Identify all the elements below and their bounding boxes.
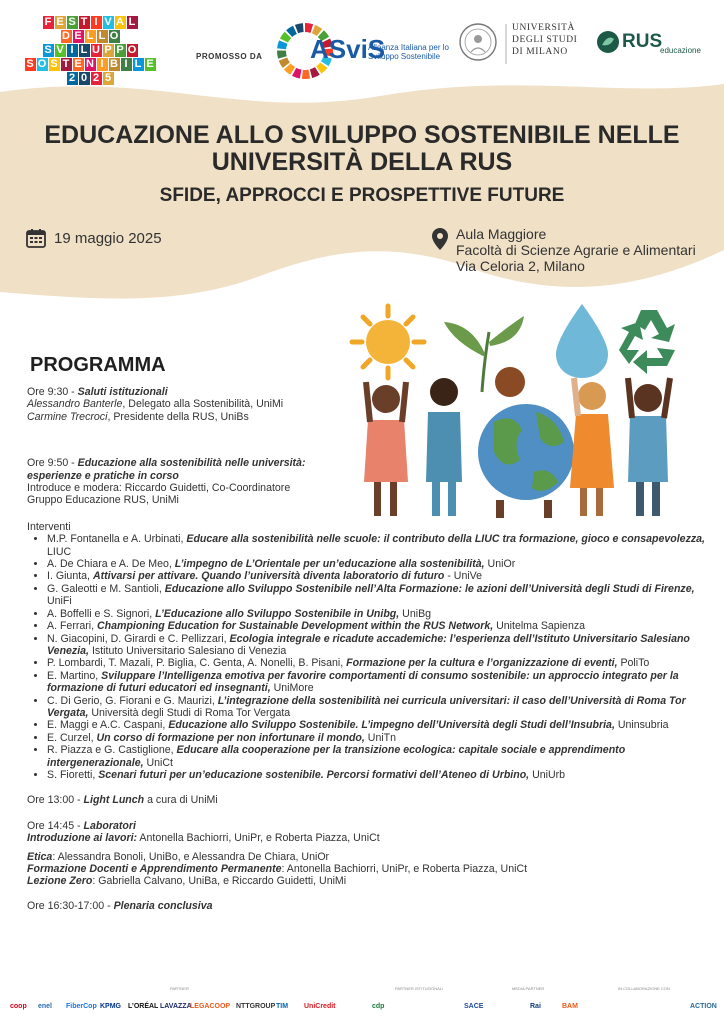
talk-item: • E. Martino, Sviluppare l’Intelligenza emotiva per favorire comportamenti di consumo sostenibile: un approccio integrato per la formazione di futuri educatori ed insegnanti, UniMore (47, 670, 707, 695)
sponsor-logo: ACTION (690, 1003, 717, 1010)
festival-logo-letter: T (79, 16, 90, 29)
festival-logo-row (14, 72, 166, 85)
festival-logo-row (14, 44, 166, 57)
sponsor-logo: NTTGROUP (236, 1003, 276, 1010)
sponsor-logo: TIM (276, 1003, 289, 1010)
festival-logo-letter: 0 (79, 72, 90, 85)
sponsor-logo: cdp (372, 1003, 385, 1010)
festival-logo-letter: F (43, 16, 54, 29)
festival-logo-letter: U (92, 44, 100, 56)
event-date: 19 maggio 2025 (54, 230, 162, 247)
talk-item: • C. Di Gerio, G. Fiorani e G. Maurizi, L’integrazione della sostenibilità nei curricula universitari: il caso dell’Università di Roma Tor Vergata, Università degli Studi di Roma Tor Vergata (47, 695, 707, 720)
institutional-partner-caption: PARTNER ISTITUZIONALI (395, 986, 444, 991)
asvis-ring-segment (305, 23, 313, 33)
festival-logo-letter: N (86, 58, 94, 70)
asvis-ring-segment (302, 70, 310, 79)
festival-logo-letter: A (116, 16, 124, 28)
sponsor-logo: enel (38, 1003, 53, 1010)
asvis-ring-segment (277, 50, 287, 58)
festival-logo-letter: V (104, 16, 112, 28)
festival-logo-letter: E (74, 58, 82, 70)
sponsor-logo: KPMG (100, 1003, 121, 1010)
festival-logo-letter: L (79, 44, 90, 57)
talk-item: • A. De Chiara e A. De Meo, L’impegno de L’Orientale per un’educazione alla sostenibilità, UniOr (47, 558, 707, 570)
festival-logo-letter: E (146, 58, 154, 70)
talks-list (27, 533, 707, 781)
programme-heading: PROGRAMMA (30, 354, 166, 376)
sponsor-logo: UniCredit (304, 1003, 336, 1010)
session-plenary: Ore 16:30-17:00 - Plenaria conclusiva (27, 899, 213, 912)
recycle-icon (619, 310, 675, 374)
festival-logo-letter: L (127, 16, 138, 29)
event-venue: Aula Maggiore Facoltà di Scienze Agrarie e Alimentari Via Celoria 2, Milano (456, 226, 696, 274)
sponsor-logo: SACE (464, 1003, 484, 1010)
media-partner-caption: MEDIA PARTNER (512, 986, 545, 991)
asvis-subtitle: Alleanza Italiana per lo Sviluppo Sostenibile (368, 43, 449, 61)
partner-caption: PARTNER (170, 986, 189, 991)
festival-logo-letter: P (116, 44, 124, 56)
festival-logo-letter: S (50, 58, 58, 70)
rus-leaf-icon (596, 30, 620, 54)
rus-wordmark: RUS (622, 31, 663, 52)
festival-logo-letter: 2 (67, 72, 78, 85)
session-greetings: Ore 9:30 - Saluti istituzionali Alessandro Banterle, Delegato alla Sostenibilità, UniMi Carmine Trecroci, Presidente della RUS, UniBs (27, 386, 284, 423)
interventi-section: Interventi • M.P. Fontanella e A. Urbinati, Educare alla sostenibilità nelle scuole: il contributo della LIUC tra formazione, gioco e consapevolezza, LIUC • A. De Chiara e A. De Meo, L’impegno de L’Orientale per un’educazione alla sostenibilità, UniOr • I. Giunta, Attivarsi per attivare. Quando l’università diventa laboratorio di futuro - UniVe • G. Galeotti e M. Santioli, Educazione allo Sviluppo Sostenibile nell’Alta Formazione: le azioni dell’Università degli Studi di Firenze, UniFi • A. Boffelli e S. Signori, L’Educazione allo Sviluppo Sostenibile in Unibg, UniBg • A. Ferrari, Championing Education for Sustainable Development within the RUS Network, Unitelma Sapienza • N. Giacopini, D. Girardi e C. Pellizzari, Ecologia integrale e ricadute accademiche: l’esperienza dell’Istituto Universitario Salesiano Venezia, Istituto Universitario Salesiano di Venezia • P. Lombardi, T. Mazali, P. Biglia, C. Genta, A. Nonelli, B. Pisani, Formazione per la cultura e l’organizzazione di eventi, PoliTo • E. Martino, Sviluppare l’Intelligenza emotiva per favorire comportamenti di consumo sostenibile: un approccio integrato per la formazione di futuri educatori ed insegnanti, UniMore • C. Di Gerio, G. Fiorani e G. Maurizi, L’integrazione della sostenibilità nei curricula universitari: il caso dell’Università di Roma Tor Vergata, Università degli Studi di Roma Tor Vergata • E. Maggi e A.C. Caspani, Educazione allo Sviluppo Sostenibile. L’impegno dell’Università degli Studi dell’Insubria, Uninsubria • E. Curzel, Un corso di formazione per non infortunare il mondo, UniTn • R. Piazza e G. Castiglione, Educare alla cooperazione per la transizione ecologica: capitale sociale e apprendimento intergenerazionale, UniCt • S. Fioretti, Scenari futuri per un’educazione sostenibile. Percorsi formativi dell’Ateneo di Urbino, UniUrb (27, 521, 707, 782)
talk-item: • N. Giacopini, D. Girardi e C. Pellizzari, Ecologia integrale e ricadute accademiche: l’esperienza dell’Istituto Universitario Salesiano Venezia, Istituto Universitario Salesiano di Venezia (47, 633, 707, 658)
asvis-ring-segment (277, 40, 287, 49)
festival-logo-letter: S (44, 44, 52, 56)
festival-logo-letter: L (133, 58, 144, 71)
talk-item: • A. Ferrari, Championing Education for Sustainable Development within the RUS Network, Unitelma Sapienza (47, 620, 707, 632)
sponsor-logo: coop (10, 1003, 27, 1010)
labs-list: Etica: Alessandra Bonoli, UniBo, e Alessandra De Chiara, UniOr Formazione Docenti e Apprendimento Permanente: Antonella Bachiorri, UniPr, e Roberta Piazza, UniCt Lezione Zero: Gabriella Calvano, UniBa, e Riccardo Guidetti, UniMi (27, 850, 528, 888)
session-education: Ore 9:50 - Educazione alla sostenibilità nelle università: esperienze e pratiche in corso Introduce e modera: Riccardo Guidetti, Co-Coordinatore Gruppo Educazione RUS, UniMi (27, 457, 306, 507)
map-pin-icon (432, 228, 448, 250)
talk-item: • M.P. Fontanella e A. Urbinati, Educare alla sostenibilità nelle scuole: il contributo della LIUC tra formazione, gioco e consapevolezza, LIUC (47, 533, 707, 558)
festival-logo (14, 16, 166, 86)
session-labs: Ore 14:45 - Laboratori Introduzione ai lavori: Antonella Bachiorri, UniPr, e Roberta Piazza, UniCt (27, 819, 380, 845)
event-title: EDUCAZIONE ALLO SVILUPPO SOSTENIBILE NELLE UNIVERSITÀ DELLA RUS (44, 121, 680, 176)
talk-item: • A. Boffelli e S. Signori, L’Educazione allo Sviluppo Sostenibile in Unibg, UniBg (47, 608, 707, 620)
festival-logo-letter: I (121, 58, 132, 71)
festival-logo-letter: E (56, 16, 64, 28)
event-subtitle: SFIDE, APPROCCI E PROSPETTIVE FUTURE (159, 185, 565, 206)
festival-logo-letter: O (127, 44, 137, 56)
festival-logo-row (14, 30, 166, 43)
festival-logo-letter: O (37, 58, 47, 70)
sponsor-logo: Rai (530, 1003, 541, 1010)
festival-logo-letter: 5 (103, 72, 114, 85)
festival-logo-letter: L (85, 30, 96, 43)
festival-logo-letter: L (97, 30, 108, 43)
talk-item: • E. Curzel, Un corso di formazione per non infortunare il mondo, UniTn (47, 732, 707, 744)
asvis-ring-segment (295, 23, 304, 33)
festival-logo-letter: S (68, 16, 76, 28)
sponsor-logo: FiberCop (66, 1003, 97, 1010)
festival-logo-letter: I (91, 16, 102, 29)
festival-logo-letter: D (62, 30, 70, 42)
festival-logo-letter: P (104, 44, 112, 56)
talk-item: • P. Lombardi, T. Mazali, P. Biglia, C. Genta, A. Nonelli, B. Pisani, Formazione per la cultura e l’organizzazione di eventi, PoliTo (47, 657, 707, 669)
talk-item: • I. Giunta, Attivarsi per attivare. Quando l’università diventa laboratorio di futuro - UniVe (47, 570, 707, 582)
festival-logo-letter: I (97, 58, 108, 71)
talk-item: • E. Maggi e A.C. Caspani, Educazione allo Sviluppo Sostenibile. L’impegno dell’Università degli Studi dell’Insubria, Uninsubria (47, 719, 707, 731)
festival-logo-letter: B (110, 58, 118, 70)
talk-item: • G. Galeotti e M. Santioli, Educazione allo Sviluppo Sostenibile nell’Alta Formazione: le azioni dell’Università degli Studi di Firenze, UniFi (47, 583, 707, 608)
sponsor-logo: L’ORÉAL (128, 1003, 159, 1010)
asvis-wordmark: ASviS (310, 34, 386, 64)
sponsor-logo: BAM (562, 1003, 578, 1010)
festival-logo-letter: V (56, 44, 64, 56)
festival-logo-letter: I (67, 44, 78, 57)
sponsor-logo: LEGACOOP (190, 1003, 231, 1010)
festival-logo-letter: T (61, 58, 72, 71)
festival-logo-letter: S (26, 58, 34, 70)
festival-logo-letter: O (109, 30, 119, 42)
collaboration-caption: IN COLLABORAZIONE CON (618, 986, 670, 991)
unimi-wordmark: UNIVERSITÀ DEGLI STUDI DI MILANO (512, 23, 578, 57)
rus-subtitle: educazione (660, 46, 701, 55)
festival-logo-row (14, 58, 166, 71)
talk-item: • R. Piazza e G. Castiglione, Educare alla cooperazione per la transizione ecologica: capitale sociale e apprendimento intergenerazionale, UniCt (47, 744, 707, 769)
sponsor-logo: LAVAZZA (160, 1003, 192, 1010)
festival-logo-letter: 2 (91, 72, 102, 85)
sun-icon (352, 306, 424, 378)
programme-content (27, 386, 707, 912)
promoted-by-label: PROMOSSO DA (196, 52, 263, 61)
session-lunch: Ore 13:00 - Light Lunch a cura di UniMi (27, 794, 218, 807)
festival-logo-row (14, 16, 166, 29)
water-drop-icon (556, 304, 608, 378)
calendar-icon (26, 228, 46, 248)
festival-logo-letter: E (74, 30, 82, 42)
talk-item: • S. Fioretti, Scenari futuri per un’educazione sostenibile. Percorsi formativi dell’Ateneo di Urbino, UniUrb (47, 769, 707, 781)
